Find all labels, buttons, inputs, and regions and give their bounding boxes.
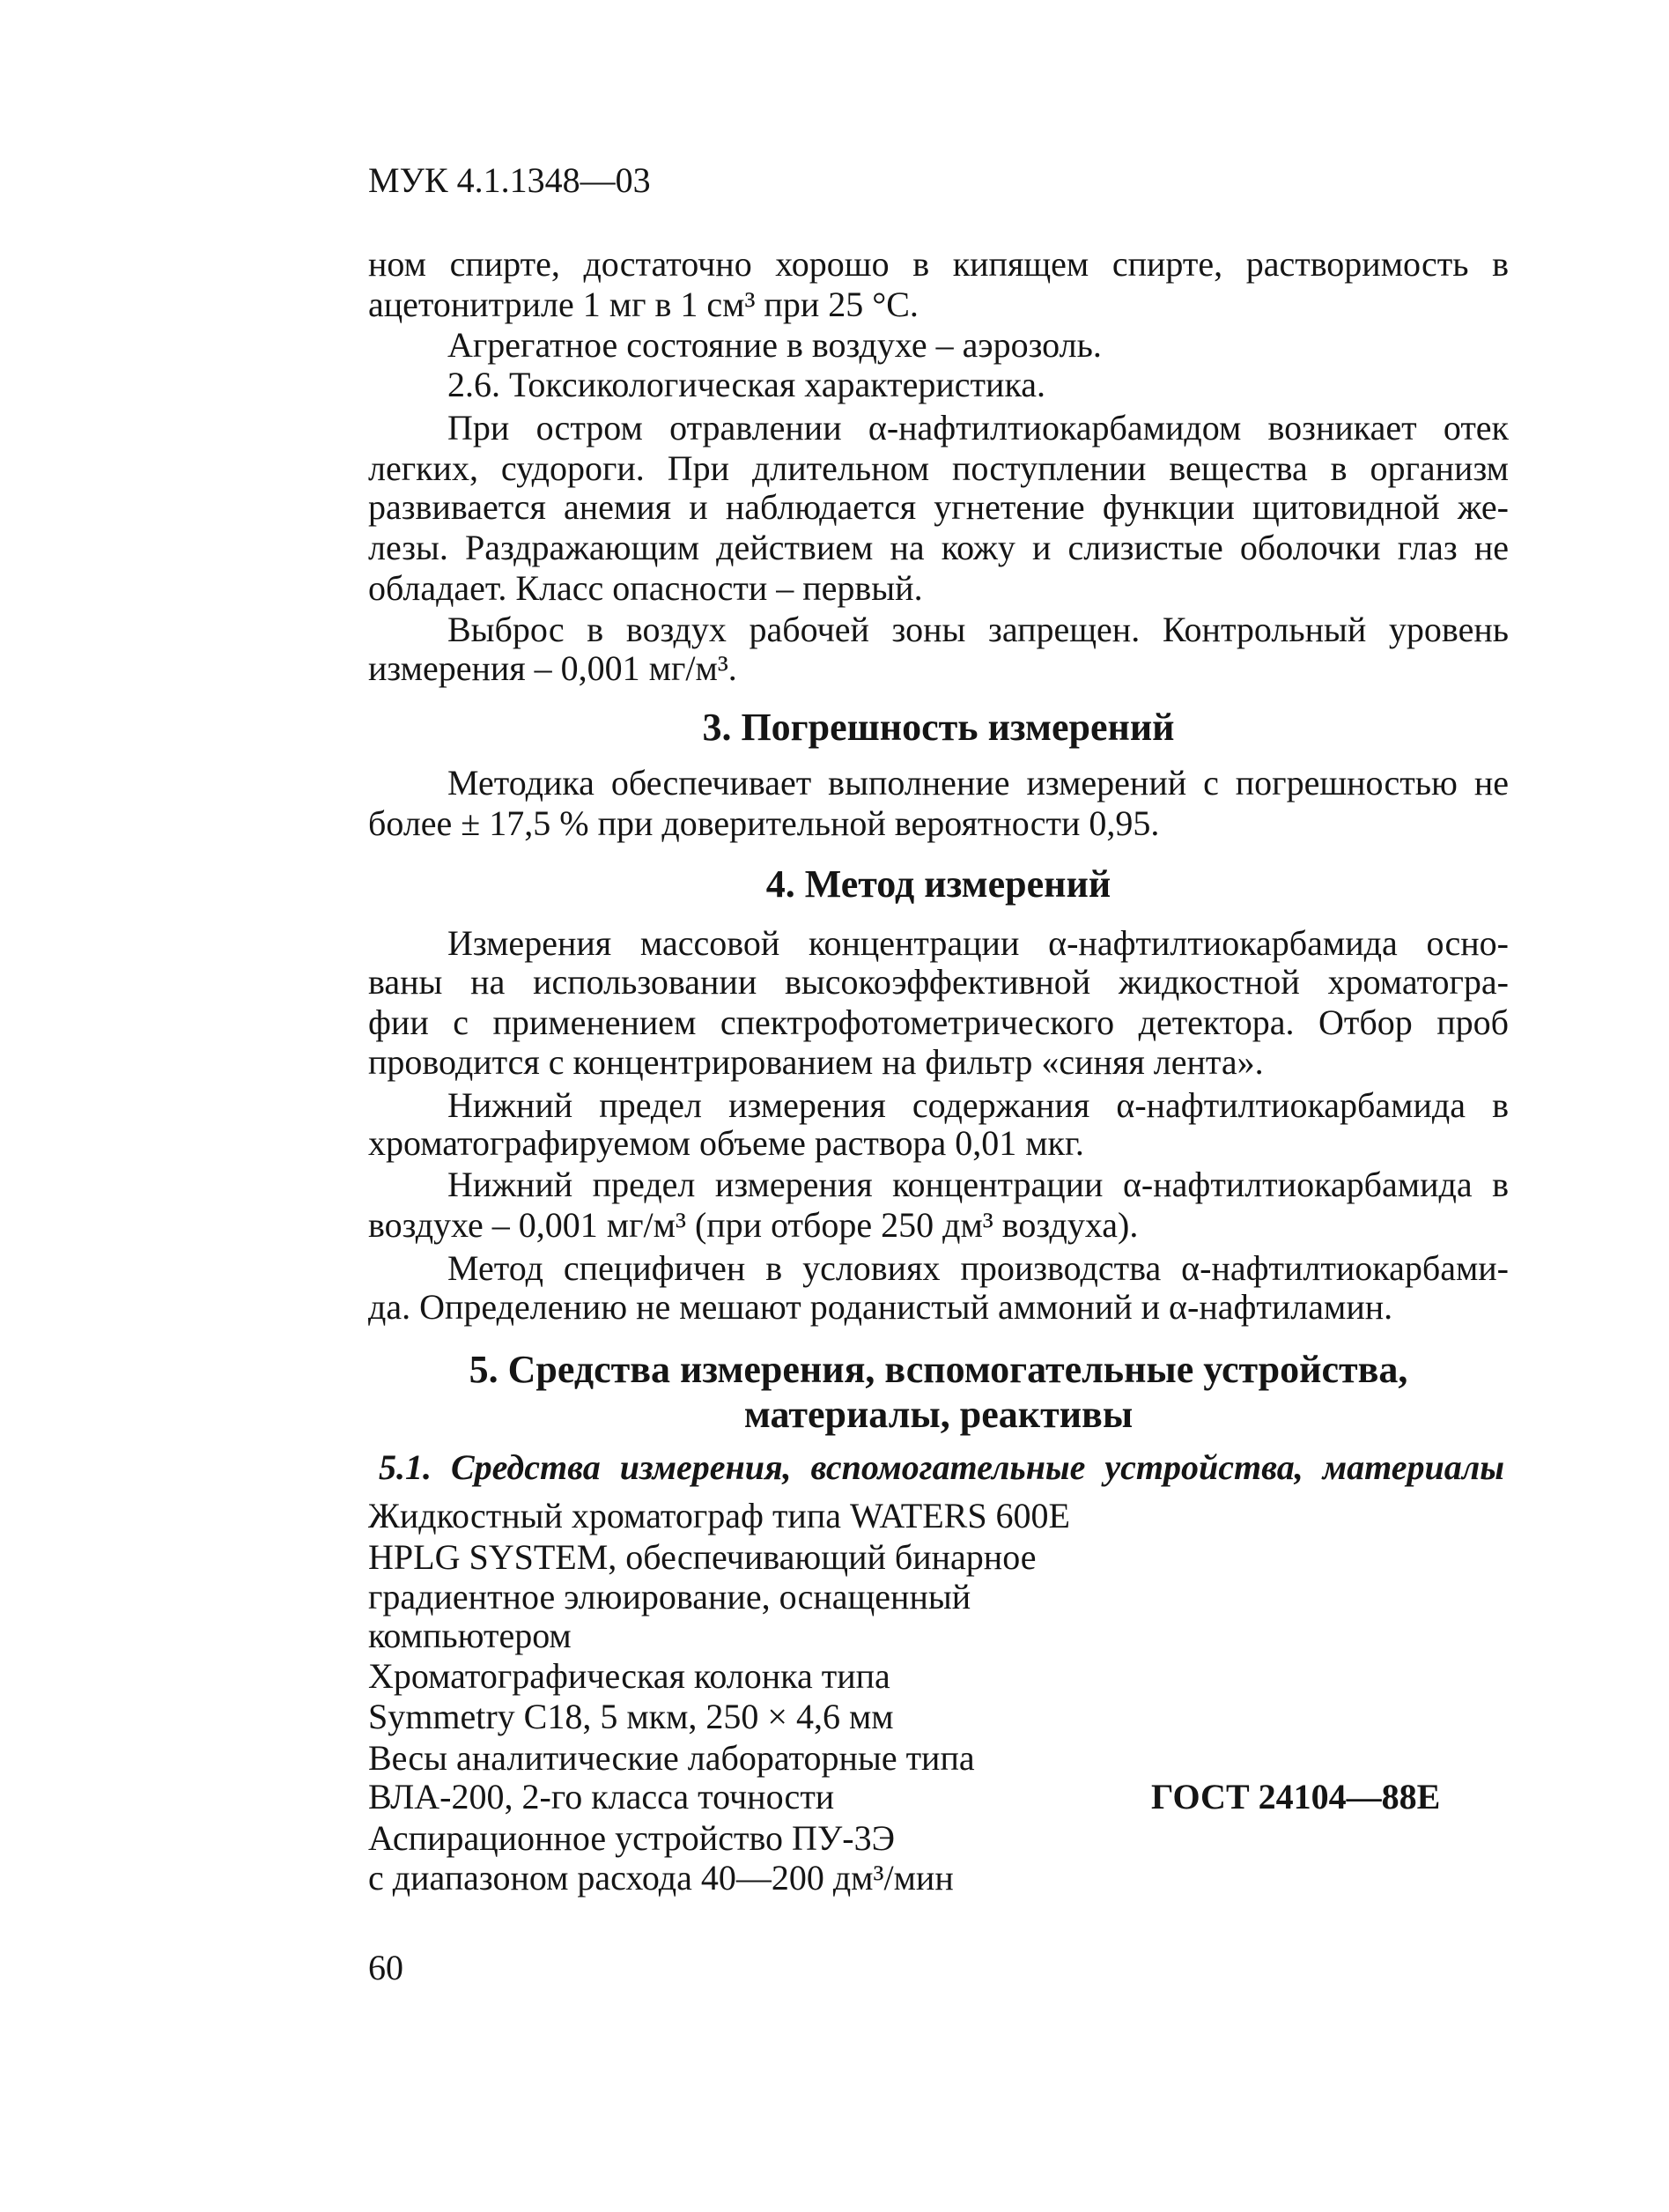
document-code-header: МУК 4.1.1348—03 bbox=[368, 160, 651, 200]
paragraph-line: Нижний предел измерения концентрации α-нафтилтиокарбамида в bbox=[447, 1165, 1509, 1204]
paragraph-line: При остром отравлении α-нафтилтиокарбамидом возникает отек bbox=[447, 408, 1509, 448]
equipment-item-line: Жидкостный хроматограф типа WATERS 600E bbox=[368, 1496, 1070, 1535]
paragraph-line: ном спирте, достаточно хорошо в кипящем спирте, растворимость в bbox=[368, 244, 1509, 284]
equipment-item-line: градиентное элюирование, оснащенный bbox=[368, 1577, 971, 1616]
paragraph-line: Нижний предел измерения содержания α-нафтилтиокарбамида в bbox=[447, 1085, 1509, 1125]
paragraph-line: Выброс в воздух рабочей зоны запрещен. Контрольный уровень bbox=[447, 610, 1509, 649]
section-heading: 3. Погрешность измерений bbox=[702, 706, 1175, 749]
paragraph-line: измерения – 0,001 мг/м³. bbox=[368, 648, 737, 688]
section-heading: материалы, реактивы bbox=[743, 1393, 1134, 1436]
equipment-item-line: HPLG SYSTEM, обеспечивающий бинарное bbox=[368, 1537, 1037, 1577]
paragraph-line: Измерения массовой концентрации α-нафтилтиокарбамида осно- bbox=[447, 923, 1509, 963]
paragraph-line: Методика обеспечивает выполнение измерений с погрешностью не bbox=[447, 763, 1509, 803]
equipment-item-line: ВЛА-200, 2-го класса точности bbox=[368, 1777, 835, 1816]
paragraph-line: обладает. Класс опасности – первый. bbox=[368, 568, 923, 608]
paragraph-line: Метод специфичен в условиях производства α-нафтилтиокарбами- bbox=[447, 1248, 1509, 1288]
paragraph-line: развивается анемия и наблюдается угнетение функции щитовидной же- bbox=[368, 487, 1509, 527]
section-heading: 4. Метод измерений bbox=[765, 862, 1111, 906]
equipment-standard: ГОСТ 24104—88Е bbox=[1151, 1777, 1441, 1816]
paragraph-line: проводится с концентрированием на фильтр «синяя лента». bbox=[368, 1042, 1264, 1082]
paragraph-line: 2.6. Токсикологическая характеристика. bbox=[447, 365, 1046, 404]
equipment-item-line: компьютером bbox=[368, 1616, 572, 1655]
equipment-item-line: Аспирационное устройство ПУ-3Э bbox=[368, 1818, 895, 1858]
page-number: 60 bbox=[368, 1948, 403, 1987]
paragraph-line: лезы. Раздражающим действием на кожу и слизистые оболочки глаз не bbox=[368, 528, 1509, 567]
equipment-item-line: Хроматографическая колонка типа bbox=[368, 1656, 890, 1696]
paragraph-line: легких, судороги. При длительном поступлении вещества в организм bbox=[368, 448, 1509, 488]
subsection-heading: 5.1. Средства измерения, вспомогательные устройства, материалы bbox=[379, 1447, 1504, 1487]
paragraph-line: ваны на использовании высокоэффективной жидкостной хроматогра- bbox=[368, 962, 1509, 1002]
equipment-item-line: Symmetry C18, 5 мкм, 250 × 4,6 мм bbox=[368, 1697, 894, 1736]
equipment-item-line: Весы аналитические лабораторные типа bbox=[368, 1738, 975, 1778]
paragraph-line: более ± 17,5 % при доверительной вероятности 0,95. bbox=[368, 803, 1160, 843]
paragraph-line: фии с применением спектрофотометрического детектора. Отбор проб bbox=[368, 1002, 1509, 1042]
section-heading: 5. Средства измерения, вспомогательные устройства, bbox=[469, 1348, 1408, 1391]
paragraph-line: хроматографируемом объеме раствора 0,01 мкг. bbox=[368, 1123, 1084, 1163]
paragraph-line: воздухе – 0,001 мг/м³ (при отборе 250 дм³ воздуха). bbox=[368, 1205, 1139, 1245]
equipment-item-line: с диапазоном расхода 40—200 дм³/мин bbox=[368, 1858, 954, 1898]
paragraph-line: ацетонитриле 1 мг в 1 см³ при 25 °С. bbox=[368, 285, 919, 324]
paragraph-line: да. Определению не мешают роданистый аммоний и α-нафтиламин. bbox=[368, 1287, 1393, 1327]
paragraph-line: Агрегатное состояние в воздухе – аэрозоль. bbox=[447, 325, 1102, 365]
